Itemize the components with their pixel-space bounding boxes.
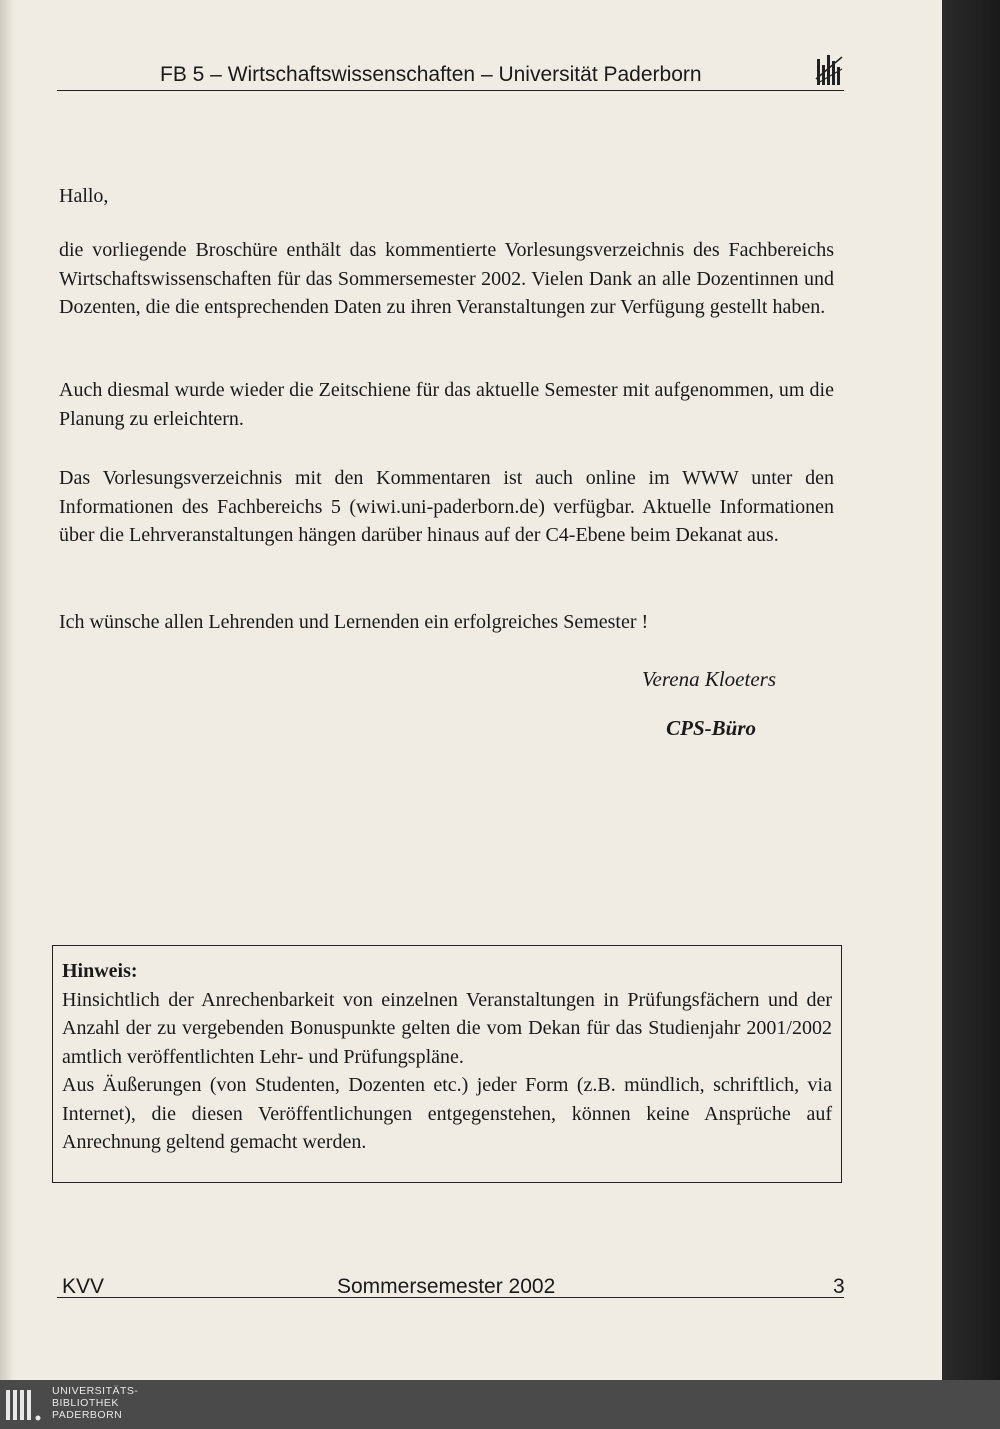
letter-paragraph-1: die vorliegende Broschüre enthält das kommentierte Vorlesungsverzeichnis des Fachbereichs Wirtschaftswissenschaften für das Sommersemester 2002. Vielen Dank an alle Dozentinnen und Dozenten, die die entsprechenden Daten zu ihren Veranstaltungen zur Verfügung gestellt haben. (59, 239, 834, 318)
university-paderborn-logo-icon (814, 49, 844, 87)
letter-greeting: Hallo, (59, 185, 109, 207)
footer-rule (57, 1297, 844, 1298)
letter-signature: Verena Kloeters (642, 667, 776, 691)
letter-paragraph-4: Ich wünsche allen Lehrenden und Lernenden ein erfolgreiches Semester ! (59, 611, 649, 633)
letter-paragraph-3: Das Vorlesungsverzeichnis mit den Kommentaren ist auch online im WWW unter den Informationen des Fachbereichs 5 (wiwi.uni-paderborn.de) verfügbar. Aktuelle Informationen über die Lehrveranstaltungen hängen darüber hinaus auf der C4-Ebene beim Dekanat aus. (59, 467, 834, 546)
notice-title: Hinweis: (62, 960, 138, 982)
notice-paragraph-1: Hinsichtlich der Anrechenbarkeit von einzelnen Veranstaltungen in Prüfungsfächern und der Anzahl der zu vergebenden Bonuspunkte gelten die vom Dekan für das Studienjahr 2001/2002 amtlich veröffentlichten Lehr- und Prüfungspläne. (62, 988, 832, 1068)
library-banner (0, 1380, 1000, 1429)
page-gutter-shadow (0, 0, 14, 1380)
footer-left: KVV (62, 1275, 105, 1298)
scan-edge (942, 0, 1000, 1380)
footer-page-number: 3 (833, 1275, 845, 1298)
notice-paragraph-2: Aus Äußerungen (von Studenten, Dozenten etc.) jeder Form (z.B. mündlich, schriftlich, via Internet), die diesen Veröffentlichungen entgegenstehen, können keine Ansprüche auf Anrechnung geltend gemacht werden. (62, 1074, 832, 1153)
letter-office: CPS-Büro (666, 716, 756, 740)
page-header (57, 62, 844, 91)
letter-paragraph-2: Auch diesmal wurde wieder die Zeitschiene für das aktuelle Semester mit aufgenommen, um die Planung zu erleichtern. (59, 379, 834, 430)
library-name: UNIVERSITÄTS- BIBLIOTHEK PADERBORN (52, 1385, 139, 1421)
notice-box (52, 945, 842, 1183)
footer-center: Sommersemester 2002 (337, 1275, 556, 1298)
library-logo-icon (4, 1386, 42, 1424)
header-title: FB 5 – Wirtschaftswissenschaften – Universität Paderborn (160, 63, 702, 86)
